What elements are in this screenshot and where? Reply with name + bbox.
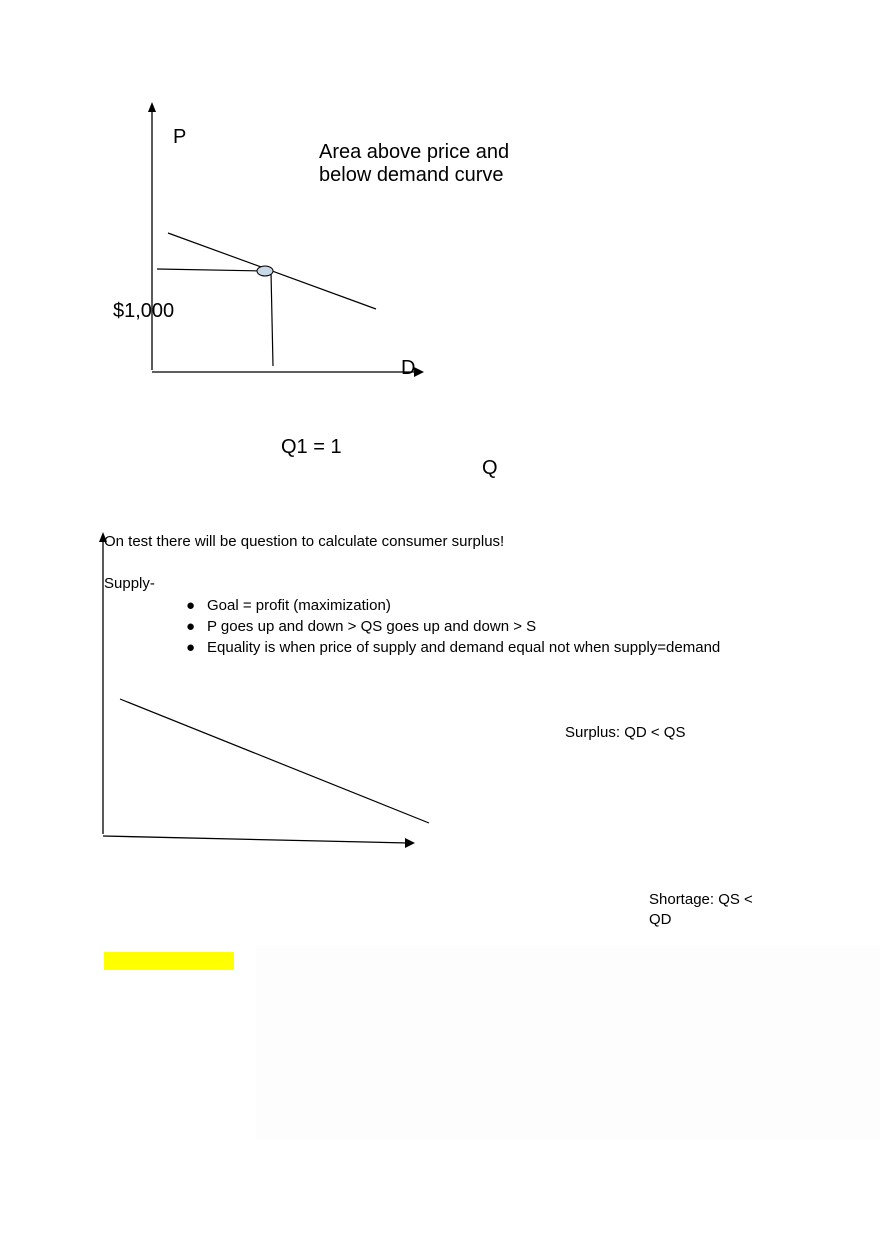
list-item xyxy=(186,595,720,616)
graph1-price-line xyxy=(157,269,265,271)
graph2-x-axis-arrow xyxy=(405,838,415,848)
graph1-quantity-line xyxy=(271,272,273,366)
graph1-annotation-line1: Area above price and xyxy=(319,141,510,163)
graph1-y-axis-arrow xyxy=(148,102,156,112)
bullet-icon: ● xyxy=(186,639,196,656)
graph2-x-axis xyxy=(103,836,408,843)
bullet-icon: ● xyxy=(186,597,196,614)
list-item xyxy=(186,637,720,658)
supply-bullet-list xyxy=(186,595,720,658)
graph1-y-axis-label: P xyxy=(173,126,187,148)
bullet-text: Equality is when price of supply and demand equal not when supply=demand xyxy=(207,639,721,656)
test-note: On test there will be question to calculate consumer surplus! xyxy=(104,533,505,550)
bullet-text: P goes up and down > QS goes up and down > S xyxy=(207,618,537,635)
yellow-highlight xyxy=(104,952,234,970)
shortage-label-line1: Shortage: QS < xyxy=(649,891,753,908)
graph1-price-label: $1,000 xyxy=(113,300,175,322)
graph1-quantity-label: Q1 = 1 xyxy=(281,436,342,458)
graph2-curve xyxy=(120,699,429,823)
graph1-annotation-line2: below demand curve xyxy=(319,164,504,186)
bullet-icon: ● xyxy=(186,618,196,635)
supply-heading: Supply- xyxy=(104,575,155,592)
graph1-x-axis-label: Q xyxy=(482,457,498,479)
shortage-label-line2: QD xyxy=(649,911,672,928)
bullet-text: Goal = profit (maximization) xyxy=(207,597,391,614)
graph1-demand-label: D xyxy=(401,357,416,379)
list-item xyxy=(186,616,720,637)
surplus-label: Surplus: QD < QS xyxy=(565,724,686,741)
graph1-equilibrium-point xyxy=(257,266,273,276)
graph1-x-axis-arrow xyxy=(414,367,424,377)
